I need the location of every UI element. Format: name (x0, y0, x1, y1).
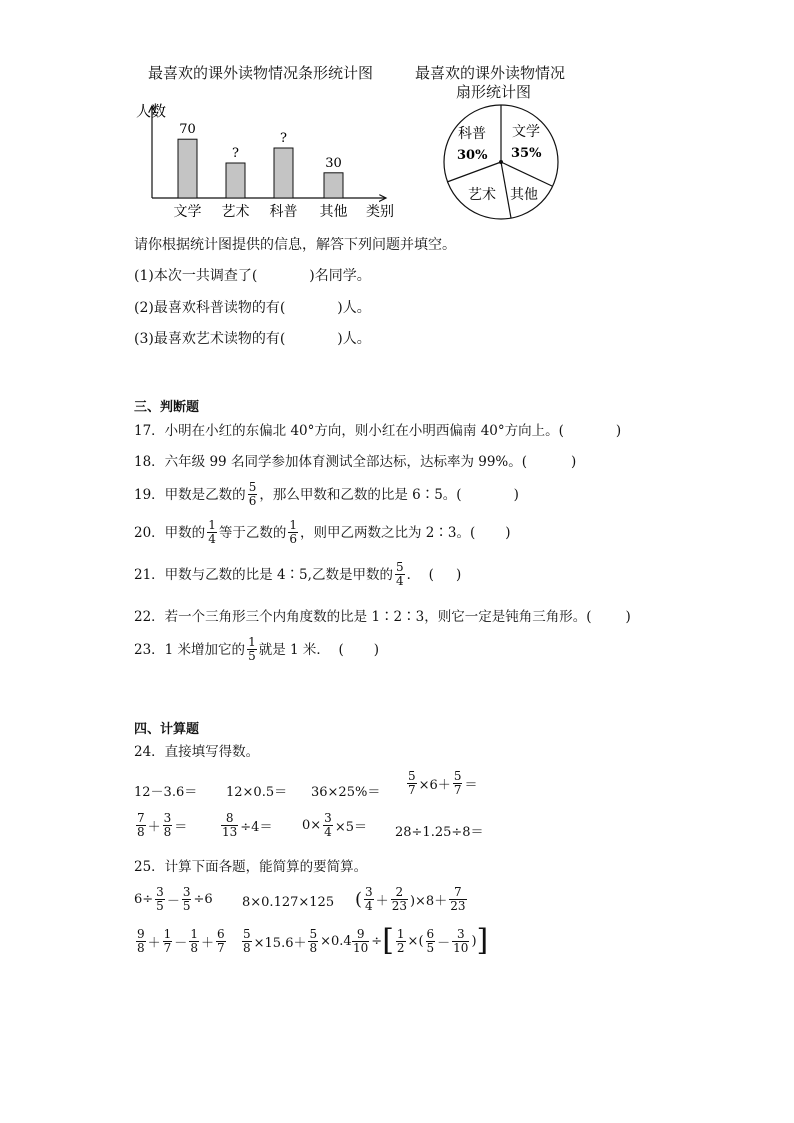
question-20-mid: 等于乙数的 (218, 524, 287, 541)
fraction: $\frac{2}{23}$ (391, 885, 407, 913)
question-18 (134, 452, 576, 472)
calc-eq: ＝ (464, 778, 478, 793)
expr-paren: ( (355, 889, 363, 910)
fraction: $\frac{3}{10}$ (453, 926, 469, 955)
pie-label-wenxue: 文学 (512, 124, 540, 140)
bar-value-label-4: 30 (325, 155, 342, 171)
question-21-text: 21．甲数与乙数的比是 4∶5,乙数是甲数的 (134, 566, 393, 583)
fraction: $\frac{9}{8}$ (137, 927, 145, 955)
expr-5 (240, 928, 352, 955)
expr-op: ×0.4 (320, 934, 352, 949)
fraction: $\frac{8}{13}$ (222, 811, 238, 839)
question-20-text: 20．甲数的 (134, 524, 206, 541)
calc-op: 0× (302, 818, 322, 833)
question-17-close: ) (615, 423, 622, 439)
pie-chart-title: 最喜欢的课外读物情况 (415, 64, 566, 82)
expr-1 (134, 886, 213, 913)
expr-op: ＋ (147, 936, 161, 951)
bar-value-label-2: ? (232, 146, 239, 161)
question-18-text: 18．六年级 99 名同学参加体育测试全部达标，达标率为 99%。( (134, 454, 528, 470)
question-23-close: ) (373, 641, 380, 658)
question-18-close: ) (571, 454, 577, 470)
bar-4 (324, 173, 343, 198)
expr-bracket-left: [ (382, 923, 394, 958)
sub-question-3-tail: )人。 (337, 331, 371, 347)
fraction: $\frac{1}{5}$ (248, 635, 256, 663)
question-23 (134, 636, 379, 663)
fraction: $\frac{1}{6}$ (289, 518, 297, 546)
expr-op: ×15.6＋ (253, 936, 307, 951)
question-23-tail: 就是 1 米． ( (258, 641, 344, 658)
fraction: $\frac{1}{8}$ (190, 927, 198, 955)
expr-op: － (166, 894, 180, 909)
question-23-text: 23．1 米增加它的 (134, 641, 246, 658)
question-21-tail: ． ( (406, 566, 434, 583)
sub-question-2-tail: )人。 (337, 300, 371, 316)
sub-question-1-text: (1)本次一共调查了( (134, 268, 258, 284)
fraction: $\frac{1}{7}$ (163, 927, 172, 955)
calc-8: 28÷1.25÷8＝ (395, 825, 484, 840)
sub-question-1-tail: )名同学。 (309, 268, 371, 284)
bar-3 (274, 148, 293, 198)
expr-bracket-right: ] (476, 923, 489, 958)
pie-chart-subtitle: 扇形统计图 (456, 83, 532, 101)
fraction: $\frac{5}{8}$ (243, 927, 251, 955)
bar-category-label-1: 文学 (173, 204, 202, 220)
bar-category-label-3: 科普 (269, 204, 298, 220)
calc-eq: ＝ (174, 820, 188, 835)
fraction: $\frac{3}{5}$ (156, 885, 164, 913)
question-24: 24．直接填写得数。 (134, 744, 260, 760)
fraction: $\frac{7}{23}$ (450, 885, 466, 913)
section-3-heading: 三、判断题 (134, 400, 200, 415)
expr-op: ＋ (375, 894, 389, 909)
pie-label-yishu: 艺术 (468, 187, 496, 203)
expr-6 (350, 923, 489, 958)
bar-value-label-3: ? (280, 131, 287, 146)
sub-question-3-text: (3)最喜欢艺术读物的有( (134, 331, 286, 347)
calc-6 (219, 812, 272, 839)
expr-op: ÷6 (193, 892, 213, 907)
fraction: $\frac{5}{8}$ (309, 927, 318, 955)
calc-4 (405, 770, 477, 797)
question-25: 25．计算下面各题，能简算的要简算。 (134, 859, 368, 875)
section-4-heading: 四、计算题 (134, 722, 200, 737)
fraction: $\frac{5}{7}$ (453, 769, 462, 797)
x-axis-label: 类别 (366, 204, 394, 220)
expr-op: )×8＋ (409, 894, 448, 909)
fraction: $\frac{3}{4}$ (324, 811, 332, 839)
question-21 (134, 561, 461, 588)
calc-2: 12×0.5＝ (226, 785, 288, 800)
question-19-close: ) (513, 486, 519, 503)
expr-op: － (437, 935, 451, 951)
sub-question-2 (134, 297, 371, 317)
pie-label-kepu: 科普 (458, 126, 486, 142)
pie-percent-wenxue: 35% (511, 146, 542, 161)
bar-chart-title: 最喜欢的课外读物情况条形统计图 (148, 64, 374, 82)
fraction: $\frac{3}{8}$ (163, 811, 172, 839)
question-22-close: ) (625, 609, 631, 625)
fraction: $\frac{6}{7}$ (216, 927, 225, 955)
bar-2 (226, 163, 245, 198)
fraction: $\frac{5}{6}$ (248, 480, 257, 508)
sub-question-3 (134, 328, 371, 348)
bar-category-label-4: 其他 (319, 204, 348, 220)
pie-chart (440, 102, 564, 224)
calc-3: 36×25%＝ (311, 785, 381, 800)
fraction: $\frac{5}{7}$ (408, 769, 416, 797)
question-21-close: ) (455, 566, 462, 583)
question-20-close: ) (505, 524, 511, 541)
expr-op: ＋ (200, 936, 214, 951)
expr-2: 8×0.127×125 (242, 895, 335, 910)
calc-7 (302, 812, 367, 839)
expr-op: ×( (407, 933, 424, 949)
question-19-text: 19．甲数是乙数的 (134, 486, 246, 503)
expr-op: ÷ (371, 933, 383, 949)
question-19 (134, 481, 519, 508)
question-22 (134, 607, 631, 627)
pie-percent-kepu: 30% (457, 148, 488, 163)
expr-op: － (174, 936, 188, 951)
pie-label-qita: 其他 (510, 187, 538, 203)
fraction: $\frac{7}{8}$ (137, 811, 145, 839)
calc-op: ×6＋ (418, 778, 451, 793)
question-22-text: 22．若一个三角形三个内角度数的比是 1∶2∶3，则它一定是钝角三角形。( (134, 609, 592, 625)
calc-5 (134, 812, 187, 839)
calc-op: ×5＝ (334, 820, 367, 835)
sub-question-2-text: (2)最喜欢科普读物的有( (134, 300, 286, 316)
question-20-tail: ，则甲乙两数之比为 2∶3。( (299, 524, 476, 541)
intro-text: 请你根据统计图提供的信息，解答下列问题并填空。 (134, 237, 456, 253)
fraction: $\frac{9}{10}$ (353, 926, 369, 955)
question-20 (134, 519, 511, 546)
expr-op: ) (471, 933, 477, 949)
expr-4 (134, 928, 228, 955)
expr-3 (355, 886, 469, 913)
calc-1: 12－3.6＝ (134, 785, 198, 800)
fraction: $\frac{1}{2}$ (396, 926, 405, 955)
bar-1 (178, 139, 197, 198)
bar-category-label-2: 艺术 (221, 204, 250, 220)
fraction: $\frac{3}{5}$ (182, 885, 191, 913)
pie-center (499, 160, 503, 164)
y-axis-label: 人数 (136, 102, 167, 120)
fraction: $\frac{1}{4}$ (208, 518, 216, 546)
question-17-text: 17．小明在小红的东偏北 40°方向，则小红在小明西偏南 40°方向上。( (134, 423, 564, 439)
bar-chart (130, 96, 410, 224)
question-17 (134, 421, 621, 441)
fraction: $\frac{3}{4}$ (365, 885, 373, 913)
expr-op: 6÷ (134, 892, 154, 907)
fraction: $\frac{5}{4}$ (395, 560, 404, 588)
bar-value-label-1: 70 (179, 122, 196, 138)
fraction: $\frac{6}{5}$ (426, 926, 435, 955)
sub-question-1 (134, 265, 371, 285)
calc-op: ÷4＝ (240, 820, 273, 835)
question-19-tail: ，那么甲数和乙数的比是 6∶5。( (259, 486, 462, 503)
calc-op: ＋ (147, 820, 161, 835)
